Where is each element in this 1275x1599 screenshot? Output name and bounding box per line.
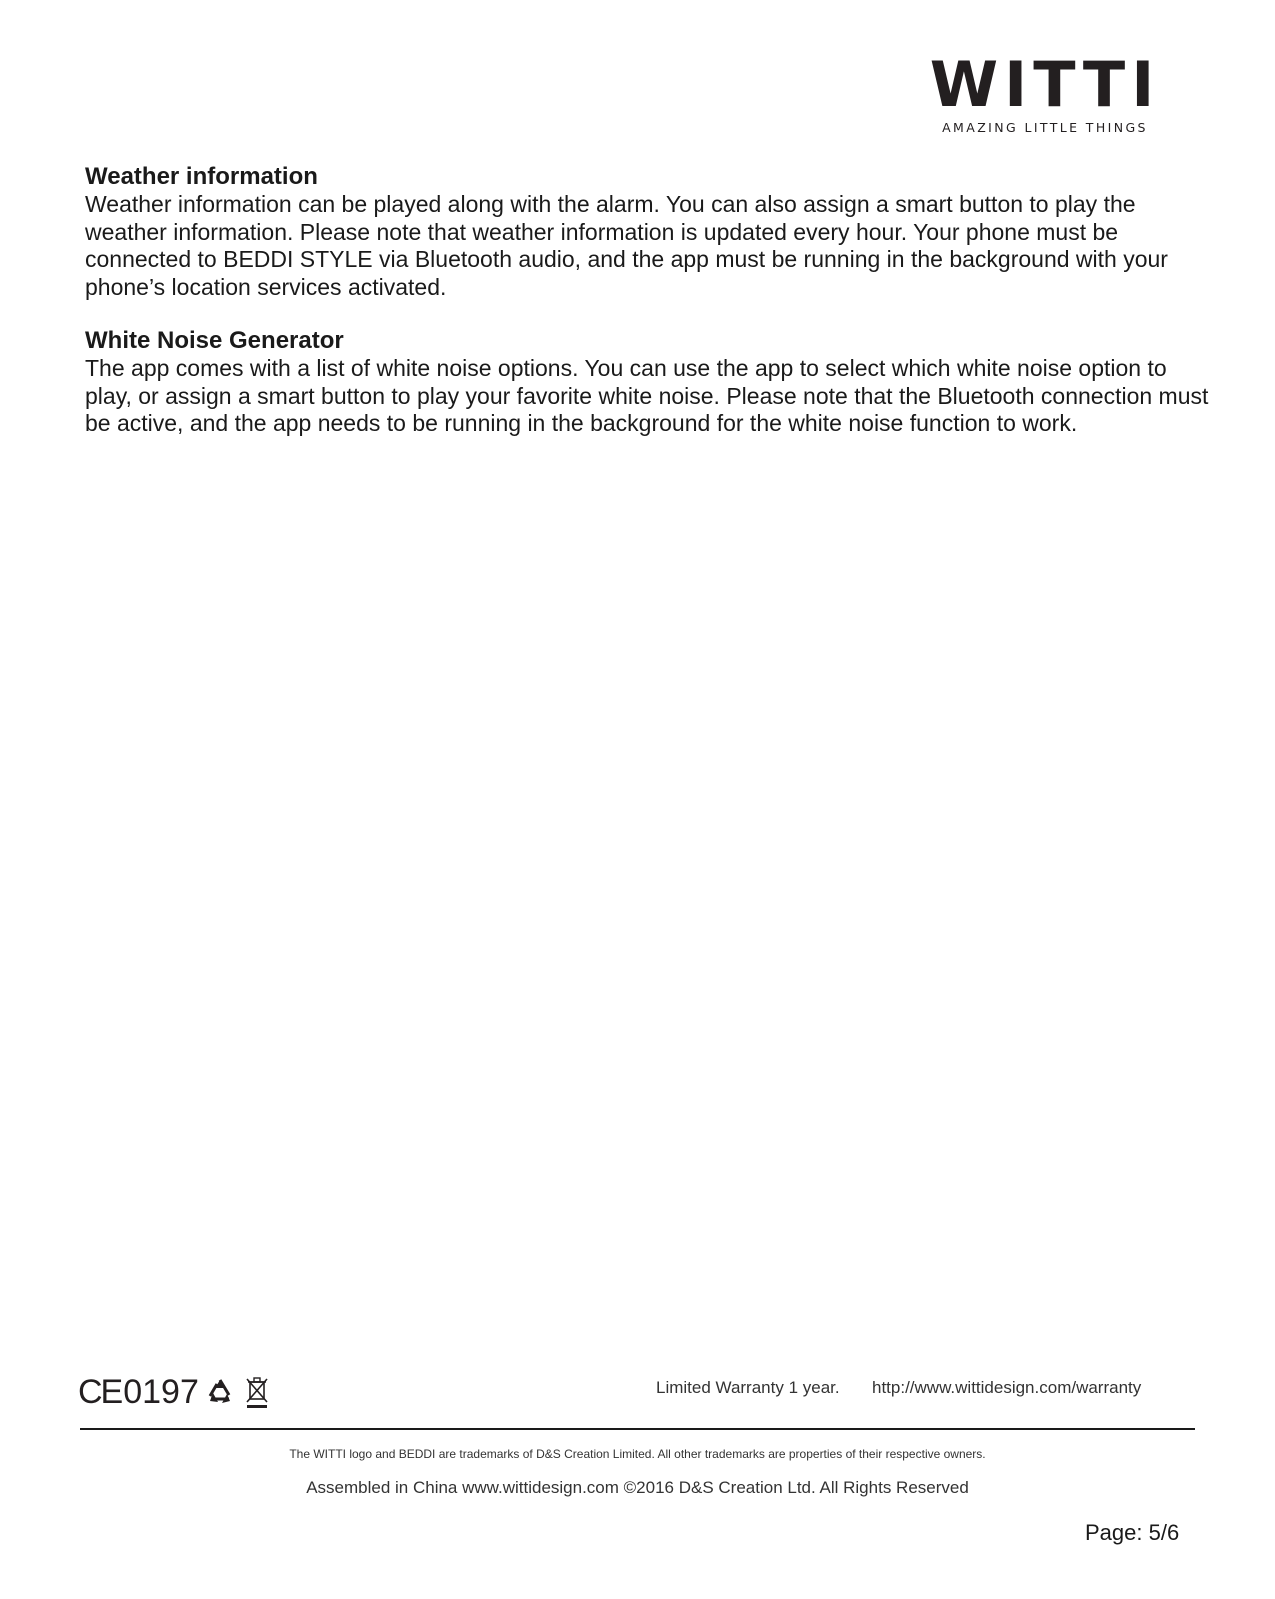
warranty-link[interactable]: http://www.wittidesign.com/warranty: [872, 1378, 1142, 1397]
section-heading: Weather information: [85, 163, 318, 190]
white-noise-section: [85, 327, 1215, 438]
logo-wordmark: WITTI: [929, 48, 1161, 121]
document-body: [85, 163, 1215, 464]
section-heading: White Noise Generator: [85, 327, 344, 354]
crossed-bin-icon: [245, 1375, 269, 1409]
logo-tagline: AMAZING LITTLE THINGS: [942, 120, 1148, 135]
recycle-icon: [205, 1377, 235, 1407]
page-number: Page: 5/6: [1085, 1520, 1180, 1545]
warranty-text: Limited Warranty 1 year.: [656, 1378, 840, 1397]
ce-mark: CE: [78, 1372, 122, 1411]
certification-marks: [78, 1372, 269, 1412]
weather-information-section: [85, 163, 1215, 301]
assembled-notice: Assembled in China www.wittidesign.com ©2016 D&S Creation Ltd. All Rights Reserved: [306, 1478, 969, 1497]
footer-divider: [80, 1428, 1195, 1430]
trademark-notice: The WITTI logo and BEDDI are trademarks of D&S Creation Limited. All other trademarks are properties of their respective owners.: [289, 1447, 986, 1461]
notified-body-number: 0197: [123, 1372, 199, 1411]
section-body: Weather information can be played along with the alarm. You can also assign a smart button to play the weather information. Please note that weather information is updated every hour. Your phone must be connected to BEDDI STYLE via Bluetooth audio, and the app must be running in the background with your phone’s location services activated.: [85, 191, 1168, 300]
section-body: The app comes with a list of white noise options. You can use the app to select which white noise option to play, or assign a smart button to play your favorite white noise. Please note that the Bluetooth connection must be active, and the app needs to be running in the background for the white noise function to work.: [85, 355, 1209, 436]
witti-logo: [920, 48, 1170, 135]
